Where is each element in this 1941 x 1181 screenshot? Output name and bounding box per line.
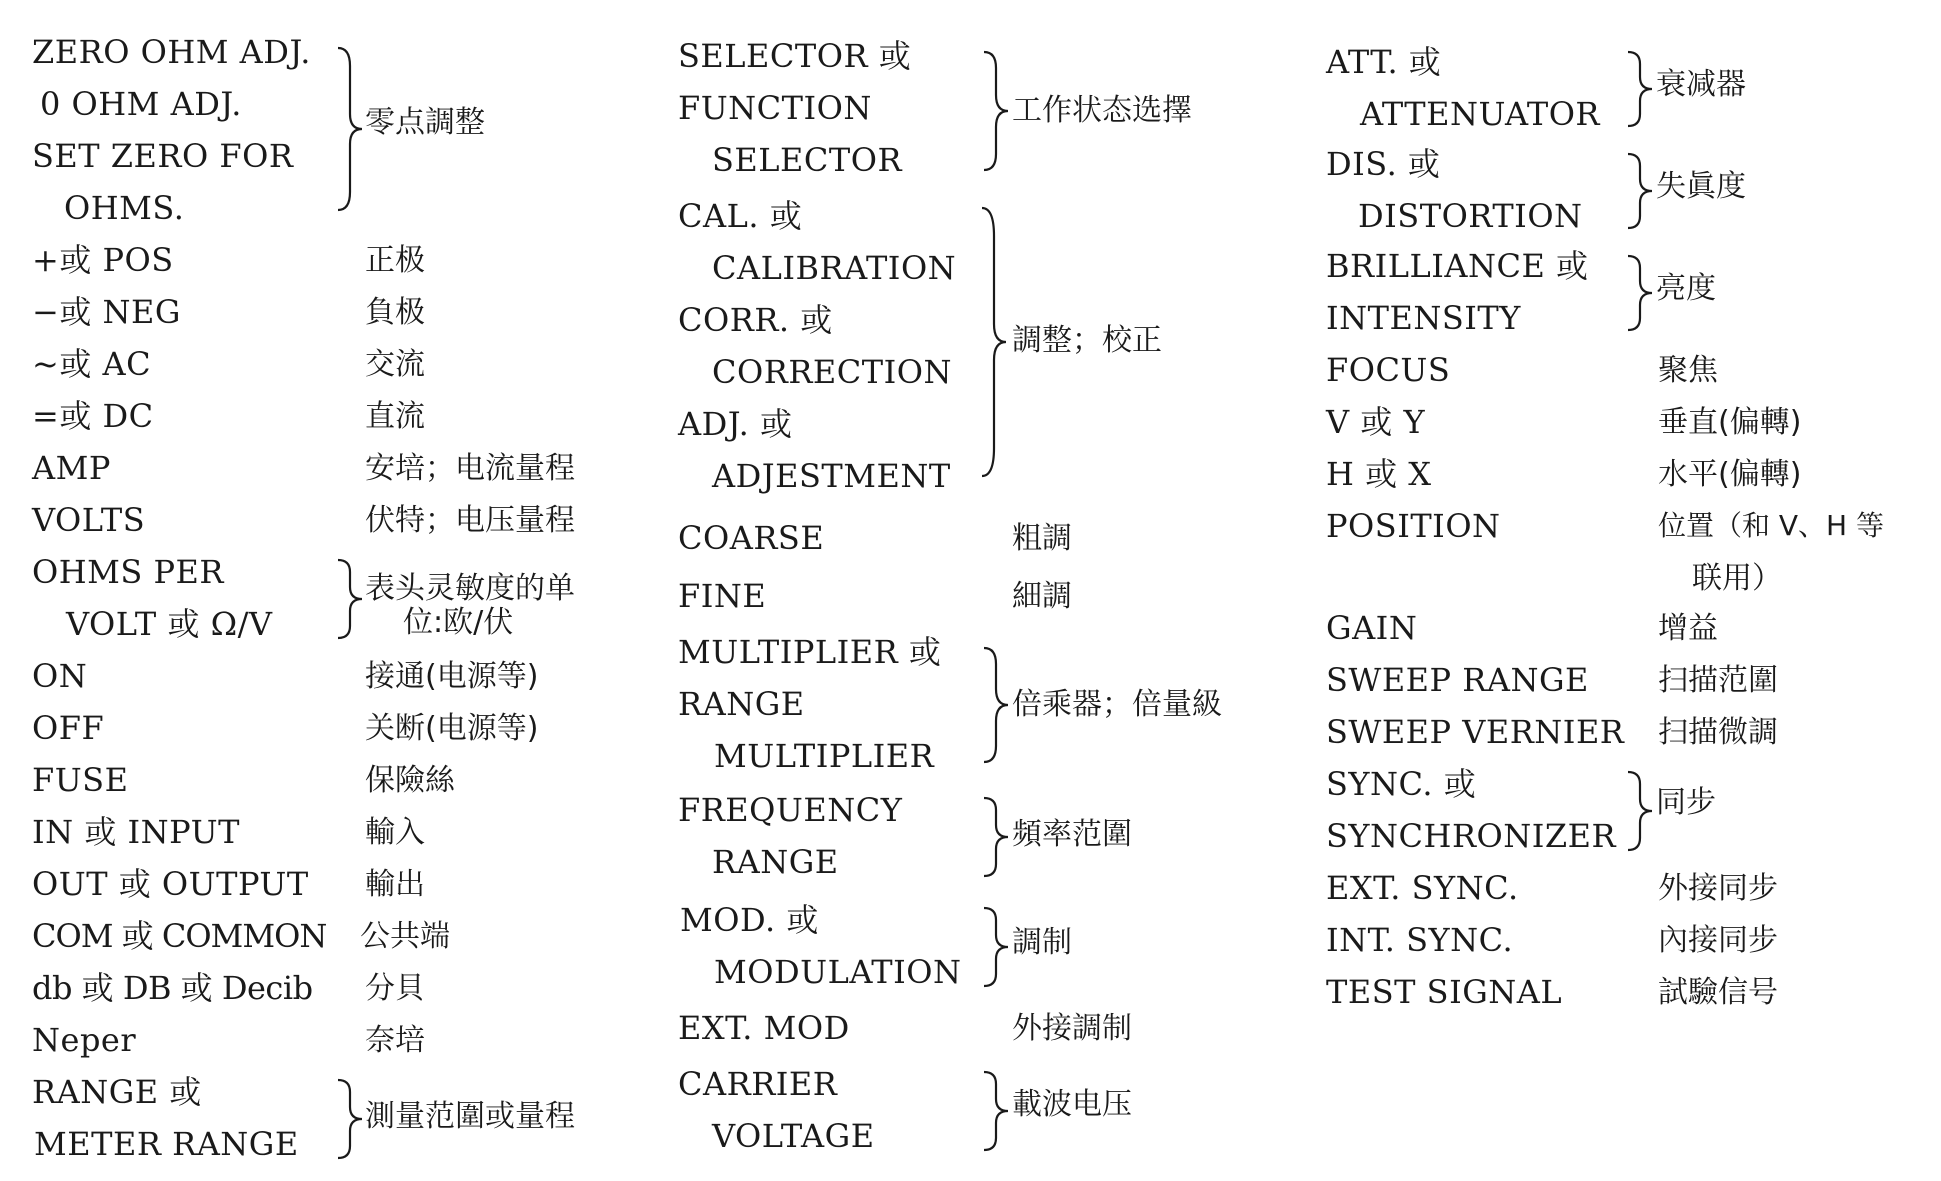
term-zh: 奈培 (365, 1023, 425, 1058)
term-en: H 或 X (1326, 455, 1432, 493)
term-en: db 或 DB 或 Decib (32, 969, 313, 1007)
term-zh: 試驗信号 (1658, 975, 1778, 1010)
term-en: MOD. 或 (680, 901, 819, 939)
term-en: 0 OHM ADJ. (40, 85, 242, 123)
brace (982, 796, 1010, 878)
term-zh: 亮度 (1656, 271, 1716, 306)
brace (336, 558, 364, 640)
term-zh: 扫描范圍 (1658, 663, 1778, 698)
term-en: IN 或 INPUT (32, 813, 240, 851)
term-zh: 垂直(偏轉) (1658, 405, 1802, 440)
term-en: POSITION (1326, 507, 1501, 545)
term-en: RANGE (678, 685, 805, 723)
term-en: +或 POS (32, 241, 174, 279)
term-zh: 載波电压 (1012, 1087, 1132, 1122)
term-en: SELECTOR (712, 141, 903, 179)
term-zh: 接通(电源等) (365, 659, 539, 694)
term-zh: 安培；电流量程 (365, 451, 575, 486)
term-zh: 位:欧/伏 (403, 605, 514, 640)
term-en: ~或 AC (32, 345, 152, 383)
term-en: AMP (32, 449, 111, 487)
term-en: MODULATION (714, 953, 962, 991)
term-zh: 失眞度 (1656, 169, 1746, 204)
term-en: GAIN (1326, 609, 1418, 647)
term-en: RANGE 或 (32, 1073, 202, 1111)
term-en: VOLT 或 Ω/V (66, 605, 273, 643)
term-zh: 調制 (1012, 925, 1072, 960)
term-en: FREQUENCY (678, 791, 903, 829)
term-en: SYNC. 或 (1326, 765, 1477, 803)
term-zh: 增益 (1658, 611, 1718, 646)
term-en: COARSE (678, 519, 825, 557)
term-zh: 公共端 (360, 919, 450, 954)
term-zh: 直流 (365, 399, 425, 434)
term-en: FINE (678, 577, 767, 615)
term-en: CORRECTION (712, 353, 952, 391)
term-en: EXT. MOD (678, 1009, 850, 1047)
term-en: TEST SIGNAL (1326, 973, 1563, 1011)
term-zh: 粗調 (1012, 521, 1072, 556)
term-zh: 頻率范圍 (1012, 817, 1132, 852)
term-en: COM 或 COMMON (32, 917, 327, 955)
term-zh: 同步 (1656, 785, 1716, 820)
brace (982, 50, 1010, 172)
term-en: OFF (32, 709, 105, 747)
term-en: =或 DC (32, 397, 154, 435)
term-zh: 內接同步 (1658, 923, 1778, 958)
term-en: SELECTOR 或 (678, 37, 912, 75)
term-en: ADJESTMENT (712, 457, 951, 495)
term-en: DISTORTION (1358, 197, 1583, 235)
brace (1626, 50, 1654, 128)
term-en: CALIBRATION (712, 249, 957, 287)
term-zh: 調整；校正 (1012, 323, 1162, 358)
term-en: ATT. 或 (1326, 43, 1442, 81)
term-zh: 輸入 (365, 815, 425, 850)
term-zh: 位置（和 V、H 等 (1658, 509, 1885, 542)
term-zh: 外接同步 (1658, 871, 1778, 906)
term-zh: 衰减器 (1656, 67, 1746, 102)
term-en: BRILLIANCE 或 (1326, 247, 1589, 285)
term-zh: 細調 (1012, 579, 1072, 614)
brace (982, 1070, 1010, 1152)
brace (982, 906, 1010, 988)
term-zh: 扫描微調 (1658, 715, 1778, 750)
term-zh: 外接調制 (1012, 1011, 1132, 1046)
brace (982, 646, 1010, 764)
term-zh: 輸出 (365, 867, 425, 902)
term-en: METER RANGE (34, 1125, 299, 1163)
term-en: SYNCHRONIZER (1326, 817, 1617, 855)
term-en: ON (32, 657, 88, 695)
brace (336, 46, 364, 212)
term-zh: 零点調整 (365, 105, 485, 140)
term-zh: 联用） (1692, 561, 1782, 596)
term-en: OHMS PER (32, 553, 224, 591)
term-en: ZERO OHM ADJ. (32, 33, 311, 71)
term-en: OUT 或 OUTPUT (32, 865, 309, 903)
term-en: MULTIPLIER 或 (678, 633, 942, 671)
term-en: ADJ. 或 (678, 405, 793, 443)
brace (980, 206, 1008, 478)
term-en: ATTENUATOR (1360, 95, 1601, 133)
term-en: FUSE (32, 761, 129, 799)
brace (1626, 254, 1654, 332)
brace (336, 1078, 364, 1160)
term-zh: 聚焦 (1658, 353, 1718, 388)
term-en: Neper (32, 1021, 137, 1059)
term-zh: 交流 (365, 347, 425, 382)
term-en: MULTIPLIER (714, 737, 935, 775)
term-en: VOLTAGE (712, 1117, 875, 1155)
brace (1626, 152, 1654, 230)
term-en: CARRIER (678, 1065, 838, 1103)
term-zh: 伏特；电压量程 (365, 503, 575, 538)
term-zh: 測量范圍或量程 (365, 1099, 575, 1134)
term-zh: 表头灵敏度的单 (365, 571, 575, 606)
brace (1626, 770, 1654, 852)
term-zh: 水平(偏轉) (1658, 457, 1802, 492)
term-en: FOCUS (1326, 351, 1451, 389)
term-zh: 負极 (365, 295, 425, 330)
term-en: −或 NEG (32, 293, 181, 331)
term-zh: 分貝 (365, 971, 425, 1006)
term-en: FUNCTION (678, 89, 872, 127)
term-en: RANGE (712, 843, 839, 881)
term-en: OHMS. (64, 189, 185, 227)
term-en: CORR. 或 (678, 301, 833, 339)
term-en: V 或 Y (1326, 403, 1426, 441)
term-en: SWEEP RANGE (1326, 661, 1589, 699)
term-en: SWEEP VERNIER (1326, 713, 1625, 751)
term-zh: 工作状态选擇 (1012, 93, 1192, 128)
term-en: VOLTS (32, 501, 146, 539)
term-zh: 关断(电源等) (365, 711, 539, 746)
term-en: SET ZERO FOR (32, 137, 294, 175)
term-en: CAL. 或 (678, 197, 803, 235)
term-en: INT. SYNC. (1326, 921, 1514, 959)
term-en: EXT. SYNC. (1326, 869, 1519, 907)
term-en: INTENSITY (1326, 299, 1521, 337)
term-zh: 保險絲 (365, 763, 455, 798)
term-en: DIS. 或 (1326, 145, 1441, 183)
term-zh: 倍乘器；倍量級 (1012, 687, 1222, 722)
term-zh: 正极 (365, 243, 425, 278)
